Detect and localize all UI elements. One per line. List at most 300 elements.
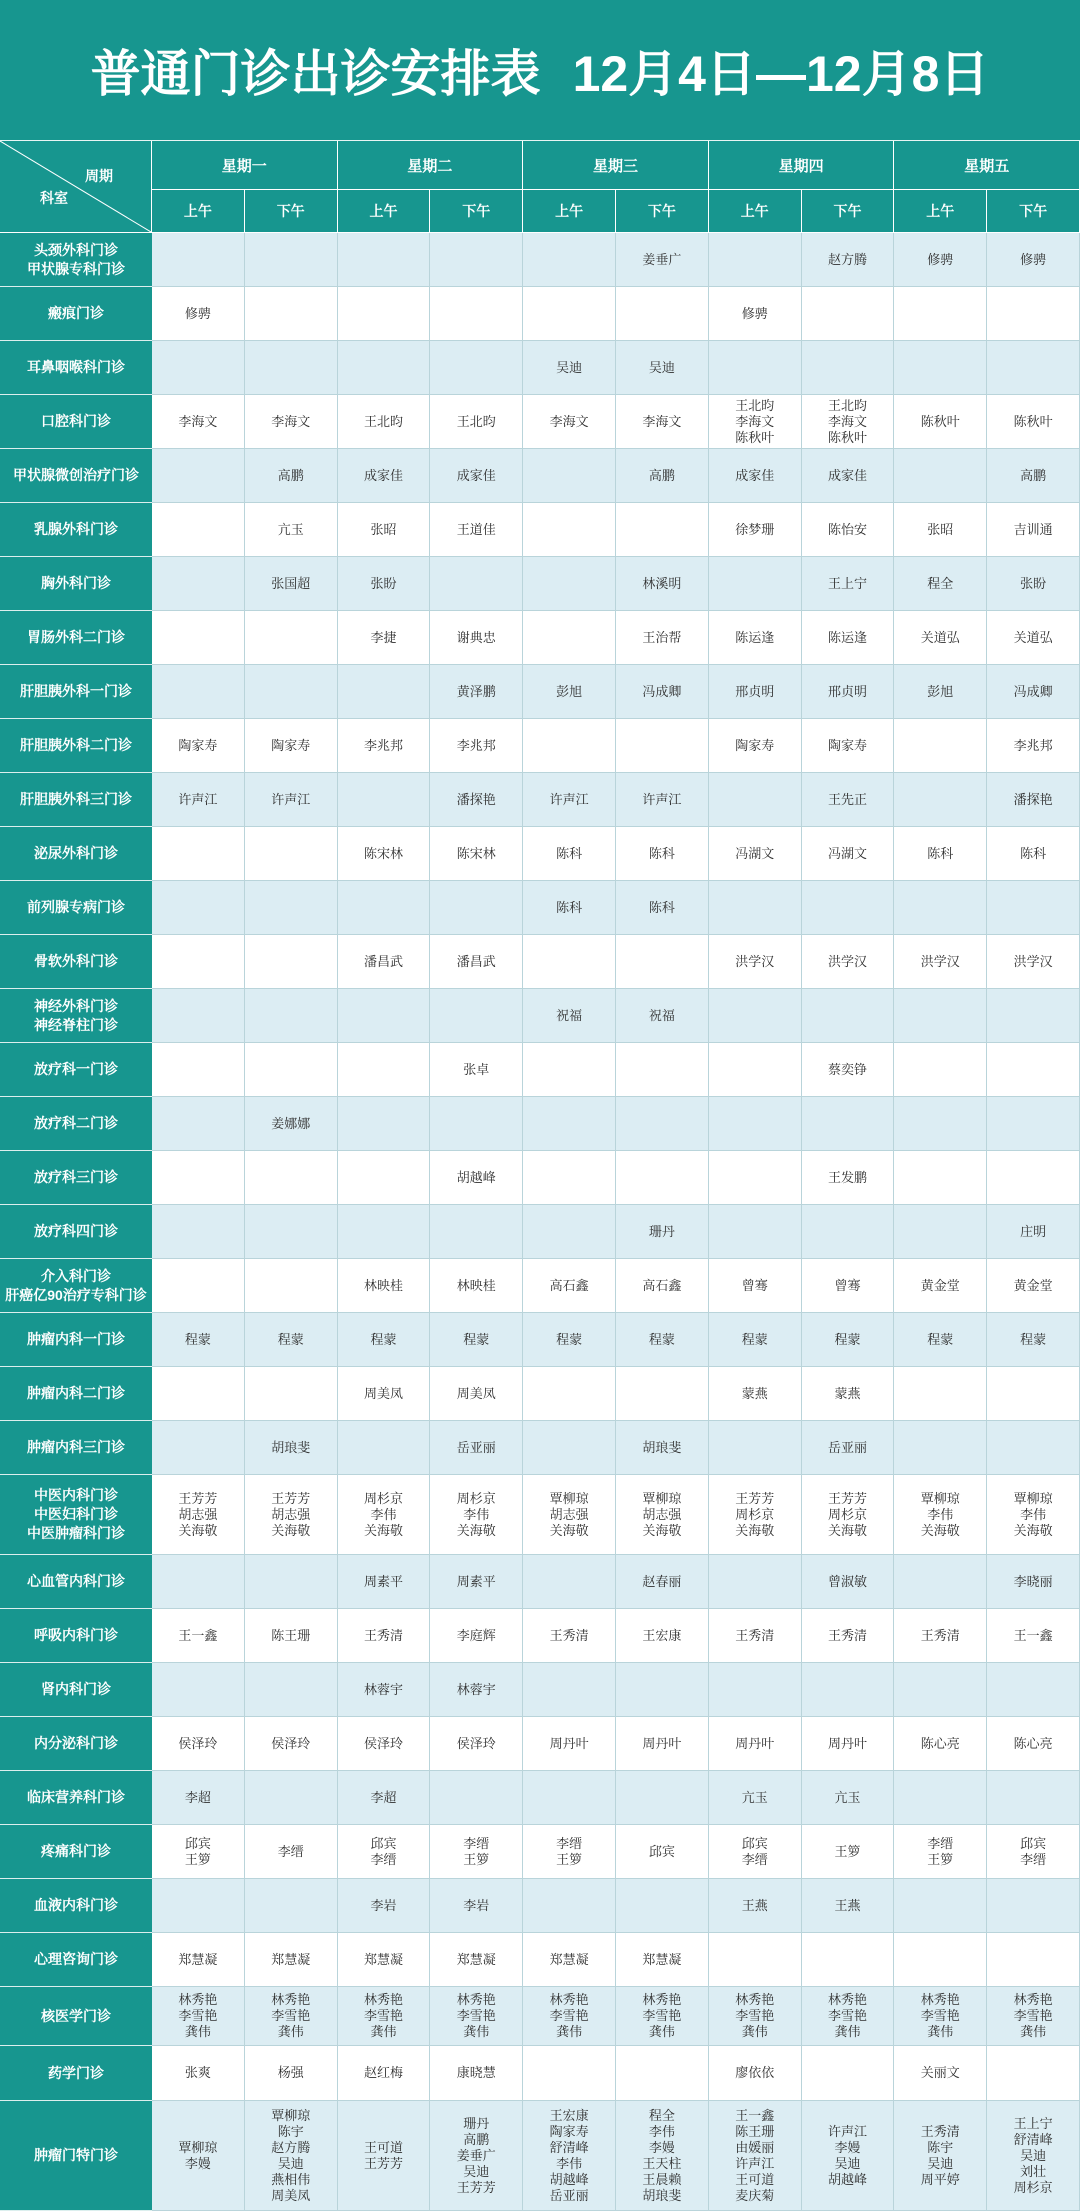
doctor-name: 李兆邦 [1013, 737, 1053, 753]
doctor-name: 王宏康 [549, 2107, 589, 2123]
schedule-cell-mon-am [152, 503, 245, 557]
doctor-name: 郑慧凝 [549, 1951, 589, 1967]
doctor-name: 覃柳琼 [1013, 1490, 1053, 1506]
doctor-name: 李海文 [178, 413, 218, 429]
schedule-cell-thu-pm [802, 1205, 895, 1259]
schedule-cell-tue-pm [430, 557, 523, 611]
schedule-cell-thu-pm [802, 827, 895, 881]
department-label [0, 827, 152, 881]
period-header-fri-am: 上午 [894, 190, 987, 233]
doctor-name: 李嫚 [184, 2155, 211, 2171]
department-name: 肿瘤门特门诊 [34, 2147, 118, 2163]
table-row [0, 395, 1080, 449]
doctor-name: 李超 [184, 1789, 211, 1805]
doctor-name: 李兆邦 [363, 737, 403, 753]
department-name: 骨软外科门诊 [34, 953, 118, 969]
doctor-name: 陈宋林 [363, 845, 403, 861]
doctor-name: 周素平 [363, 1573, 403, 1589]
schedule-cell-mon-am [152, 2046, 245, 2101]
schedule-cell-mon-am [152, 1879, 245, 1933]
schedule-cell-mon-am [152, 1313, 245, 1367]
schedule-cell-mon-am [152, 2101, 245, 2211]
doctor-name: 舒清峰 [1013, 2131, 1053, 2147]
schedule-cell-thu-am [709, 287, 802, 341]
table-row [0, 1933, 1080, 1987]
schedule-cell-thu-am [709, 395, 802, 449]
schedule-cell-fri-am [894, 449, 987, 503]
schedule-cell-thu-am [709, 989, 802, 1043]
department-name: 肝胆胰外科三门诊 [20, 791, 132, 807]
doctor-name: 王秀清 [735, 1627, 775, 1643]
doctor-name: 李缙 [741, 1851, 768, 1867]
doctor-name: 高鹏 [1020, 467, 1047, 483]
schedule-cell-tue-pm [430, 287, 523, 341]
doctor-name: 周丹叶 [642, 1735, 682, 1751]
schedule-cell-mon-am [152, 773, 245, 827]
doctor-name: 冯湖文 [827, 845, 867, 861]
department-name: 中医内科门诊 [34, 1487, 118, 1503]
doctor-name: 邢贞明 [735, 683, 775, 699]
doctor-name: 洪学汉 [735, 953, 775, 969]
schedule-cell-tue-am [338, 1717, 431, 1771]
doctor-name: 陈运逢 [735, 629, 775, 645]
doctor-name: 关道弘 [1013, 629, 1053, 645]
doctor-name: 陈怡安 [827, 521, 867, 537]
table-row [0, 341, 1080, 395]
schedule-cell-tue-pm [430, 1717, 523, 1771]
doctor-name: 亢玉 [741, 1789, 768, 1805]
schedule-cell-wed-pm [616, 1097, 709, 1151]
schedule-cell-fri-pm [987, 1609, 1080, 1663]
department-name: 头颈外科门诊 [34, 241, 118, 258]
schedule-cell-mon-pm [245, 1609, 338, 1663]
department-name: 放疗科二门诊 [34, 1115, 118, 1131]
doctor-name: 周美凤 [363, 1385, 403, 1401]
schedule-cell-wed-pm [616, 395, 709, 449]
department-label [0, 503, 152, 557]
doctor-name: 廖依依 [735, 2065, 775, 2080]
doctor-name: 赵方腾 [271, 2139, 311, 2155]
department-name: 瘢痕门诊 [48, 305, 104, 321]
table-row [0, 1987, 1080, 2046]
doctor-name: 覃柳琼 [920, 1490, 960, 1506]
doctor-name: 陈科 [556, 899, 583, 915]
doctor-name: 陶家寿 [827, 737, 867, 753]
header-corner [0, 141, 152, 233]
schedule-cell-wed-am [523, 773, 616, 827]
schedule-cell-tue-pm [430, 1825, 523, 1879]
schedule-cell-thu-pm [802, 1717, 895, 1771]
period-header-mon-am: 上午 [152, 190, 245, 233]
doctor-name: 关海敬 [178, 1522, 218, 1538]
department-name: 神经外科门诊 [34, 997, 118, 1014]
schedule-cell-mon-am [152, 1259, 245, 1313]
schedule-cell-mon-am [152, 1421, 245, 1475]
doctor-name: 关海敬 [735, 1522, 775, 1538]
department-label [0, 1259, 152, 1313]
doctor-name: 覃柳琼 [642, 1490, 682, 1506]
schedule-cell-tue-am [338, 341, 431, 395]
table-row [0, 1205, 1080, 1259]
doctor-name: 陈宋林 [456, 845, 496, 861]
schedule-cell-fri-am [894, 881, 987, 935]
schedule-cell-wed-am [523, 449, 616, 503]
schedule-cell-mon-am [152, 1367, 245, 1421]
schedule-cell-mon-am [152, 1663, 245, 1717]
schedule-cell-wed-pm [616, 827, 709, 881]
schedule-cell-wed-pm [616, 449, 709, 503]
schedule-cell-thu-pm [802, 1097, 895, 1151]
doctor-name: 吉训通 [1013, 521, 1053, 537]
schedule-cell-tue-am [338, 719, 431, 773]
doctor-name: 王天柱 [642, 2155, 682, 2171]
doctor-name: 王箩 [834, 1843, 861, 1859]
schedule-cell-thu-pm [802, 503, 895, 557]
schedule-cell-mon-am [152, 557, 245, 611]
department-name: 肝胆胰外科二门诊 [20, 737, 132, 753]
doctor-name: 蔡奕铮 [827, 1061, 867, 1077]
doctor-name: 王可道 [363, 2139, 403, 2155]
schedule-cell-tue-am [338, 1259, 431, 1313]
schedule-cell-mon-pm [245, 2101, 338, 2211]
schedule-cell-tue-pm [430, 503, 523, 557]
doctor-name: 许声江 [642, 791, 682, 807]
doctor-name: 邱宾 [370, 1835, 397, 1851]
schedule-cell-mon-am [152, 611, 245, 665]
schedule-cell-fri-pm [987, 1043, 1080, 1097]
schedule-cell-wed-am [523, 1663, 616, 1717]
schedule-cell-mon-pm [245, 1313, 338, 1367]
doctor-name: 邱宾 [1020, 1835, 1047, 1851]
schedule-cell-mon-pm [245, 1097, 338, 1151]
doctor-name: 庄明 [1020, 1223, 1047, 1239]
schedule-cell-wed-pm [616, 1825, 709, 1879]
schedule-cell-wed-pm [616, 1421, 709, 1475]
schedule-cell-thu-pm [802, 1043, 895, 1097]
doctor-name: 杨强 [277, 2065, 304, 2080]
table-row [0, 287, 1080, 341]
department-label [0, 395, 152, 449]
period-header-wed-pm: 下午 [616, 190, 709, 233]
doctor-name: 李缙 [277, 1843, 304, 1859]
doctor-name: 侯泽玲 [363, 1735, 403, 1751]
department-label [0, 611, 152, 665]
schedule-cell-tue-am [338, 773, 431, 827]
period-header-wed-am: 上午 [523, 190, 616, 233]
doctor-name: 林秀艳 [827, 1992, 867, 2007]
schedule-cell-fri-am [894, 1097, 987, 1151]
doctor-name: 陈科 [648, 899, 675, 915]
schedule-cell-thu-pm [802, 1879, 895, 1933]
doctor-name: 王一鑫 [735, 2107, 775, 2123]
schedule-cell-thu-pm [802, 2101, 895, 2211]
day-header-wed: 星期三 [523, 141, 709, 190]
doctor-name: 胡琅斐 [642, 2187, 682, 2203]
schedule-cell-mon-am [152, 827, 245, 881]
schedule-cell-mon-am [152, 233, 245, 287]
department-name: 肿瘤内科二门诊 [27, 1385, 125, 1401]
doctor-name: 修骋 [1020, 251, 1047, 267]
doctor-name: 胡琅斐 [271, 1439, 311, 1455]
doctor-name: 高石鑫 [642, 1277, 682, 1293]
doctor-name: 郑慧凝 [642, 1951, 682, 1967]
schedule-cell-mon-pm [245, 719, 338, 773]
schedule-cell-mon-pm [245, 1475, 338, 1555]
schedule-cell-tue-am [338, 935, 431, 989]
schedule-cell-wed-pm [616, 1987, 709, 2046]
doctor-name: 郑慧凝 [178, 1951, 218, 1967]
doctor-name: 李雪艳 [735, 2008, 775, 2023]
doctor-name: 成家佳 [456, 467, 496, 483]
doctor-name: 李伟 [556, 2155, 583, 2171]
doctor-name: 李伟 [648, 2123, 675, 2139]
doctor-name: 覃柳琼 [178, 2139, 218, 2155]
schedule-cell-wed-pm [616, 1259, 709, 1313]
doctor-name: 李雪艳 [363, 2008, 403, 2023]
schedule-cell-wed-pm [616, 935, 709, 989]
department-label [0, 773, 152, 827]
doctor-name: 李海文 [827, 413, 867, 429]
doctor-name: 林蓉宇 [363, 1681, 403, 1697]
schedule-cell-mon-am [152, 1151, 245, 1205]
doctor-name: 陈秋叶 [735, 429, 775, 445]
doctor-name: 林秀艳 [178, 1992, 218, 2007]
schedule-cell-mon-am [152, 881, 245, 935]
doctor-name: 关道弘 [920, 629, 960, 645]
schedule-cell-wed-am [523, 1205, 616, 1259]
schedule-cell-tue-am [338, 1879, 431, 1933]
doctor-name: 修骋 [184, 305, 211, 321]
doctor-name: 吴迪 [834, 2155, 861, 2171]
department-name: 肾内科门诊 [41, 1681, 111, 1697]
schedule-cell-tue-am [338, 611, 431, 665]
department-name: 心血管内科门诊 [27, 1573, 125, 1589]
doctor-name: 岳亚丽 [827, 1439, 867, 1455]
schedule-cell-tue-pm [430, 1151, 523, 1205]
doctor-name: 侯泽玲 [271, 1735, 311, 1751]
doctor-name: 王秀清 [827, 1627, 867, 1643]
doctor-name: 祝福 [648, 1007, 675, 1023]
schedule-cell-thu-am [709, 1421, 802, 1475]
schedule-cell-fri-pm [987, 1825, 1080, 1879]
department-name: 临床营养科门诊 [27, 1789, 125, 1805]
schedule-cell-fri-pm [987, 1933, 1080, 1987]
schedule-cell-mon-pm [245, 989, 338, 1043]
schedule-cell-wed-pm [616, 1043, 709, 1097]
schedule-cell-mon-pm [245, 665, 338, 719]
title-banner [0, 0, 1080, 141]
schedule-cell-fri-am [894, 1933, 987, 1987]
doctor-name: 陶家寿 [178, 737, 218, 753]
doctor-name: 邢贞明 [827, 683, 867, 699]
doctor-name: 张昭 [927, 521, 954, 537]
doctor-name: 张国超 [271, 575, 311, 591]
schedule-cell-fri-am [894, 1313, 987, 1367]
schedule-cell-wed-am [523, 719, 616, 773]
doctor-name: 李伟 [927, 1506, 954, 1522]
schedule-cell-tue-pm [430, 1205, 523, 1259]
schedule-cell-wed-pm [616, 1717, 709, 1771]
schedule-cell-thu-am [709, 1933, 802, 1987]
schedule-cell-mon-pm [245, 1555, 338, 1609]
doctor-name: 龚伟 [184, 2024, 211, 2039]
schedule-cell-wed-pm [616, 287, 709, 341]
doctor-name: 王上宁 [1013, 2115, 1053, 2131]
table-row [0, 773, 1080, 827]
schedule-cell-tue-pm [430, 395, 523, 449]
doctor-name: 李雪艳 [271, 2008, 311, 2023]
schedule-cell-tue-pm [430, 1663, 523, 1717]
schedule-cell-thu-am [709, 1987, 802, 2046]
schedule-cell-tue-am [338, 881, 431, 935]
schedule-cell-thu-pm [802, 341, 895, 395]
schedule-cell-mon-pm [245, 827, 338, 881]
schedule-cell-fri-am [894, 503, 987, 557]
doctor-name: 陈科 [1020, 845, 1047, 861]
doctor-name: 周杉京 [827, 1506, 867, 1522]
diagonal-divider [0, 141, 151, 232]
doctor-name: 成家佳 [363, 467, 403, 483]
schedule-cell-thu-am [709, 503, 802, 557]
doctor-name: 周丹叶 [549, 1735, 589, 1751]
doctor-name: 覃柳琼 [549, 1490, 589, 1506]
doctor-name: 龚伟 [834, 2024, 861, 2039]
doctor-name: 陈秋叶 [1013, 413, 1053, 429]
doctor-name: 程蒙 [184, 1331, 211, 1347]
schedule-cell-wed-am [523, 557, 616, 611]
doctor-name: 关海敬 [920, 1522, 960, 1538]
schedule-cell-thu-am [709, 557, 802, 611]
schedule-cell-wed-am [523, 1043, 616, 1097]
schedule-cell-wed-am [523, 2101, 616, 2211]
schedule-cell-thu-am [709, 1313, 802, 1367]
table-row [0, 1879, 1080, 1933]
doctor-name: 洪学汉 [827, 953, 867, 969]
schedule-cell-wed-am [523, 1475, 616, 1555]
doctor-name: 吴迪 [463, 2163, 490, 2179]
table-row [0, 1717, 1080, 1771]
doctor-name: 蒙燕 [741, 1385, 768, 1401]
doctor-name: 李兆邦 [456, 737, 496, 753]
schedule-cell-tue-am [338, 233, 431, 287]
doctor-name: 胡琅斐 [642, 1439, 682, 1455]
doctor-name: 陈心亮 [920, 1735, 960, 1751]
schedule-cell-thu-pm [802, 881, 895, 935]
department-name: 神经脊柱门诊 [34, 1016, 118, 1033]
schedule-cell-tue-pm [430, 989, 523, 1043]
doctor-name: 王秀清 [920, 1627, 960, 1643]
department-label [0, 1663, 152, 1717]
department-label [0, 881, 152, 935]
doctor-name: 王芳芳 [735, 1490, 775, 1506]
schedule-cell-thu-am [709, 449, 802, 503]
schedule-cell-fri-pm [987, 665, 1080, 719]
department-name: 肿瘤内科一门诊 [27, 1331, 125, 1347]
date-range: 12月4日—12月8日 [572, 46, 990, 102]
schedule-cell-tue-am [338, 1367, 431, 1421]
schedule-cell-wed-am [523, 1259, 616, 1313]
schedule-cell-thu-pm [802, 1933, 895, 1987]
schedule-cell-wed-am [523, 2046, 616, 2101]
table-row [0, 1043, 1080, 1097]
schedule-cell-thu-pm [802, 2046, 895, 2101]
department-label [0, 1987, 152, 2046]
schedule-cell-mon-pm [245, 935, 338, 989]
schedule-cell-fri-pm [987, 1259, 1080, 1313]
doctor-name: 陈科 [927, 845, 954, 861]
schedule-cell-thu-pm [802, 1421, 895, 1475]
doctor-name: 龚伟 [1020, 2024, 1047, 2039]
schedule-cell-fri-am [894, 2101, 987, 2211]
schedule-cell-thu-pm [802, 557, 895, 611]
doctor-name: 林秀艳 [456, 1992, 496, 2007]
schedule-cell-fri-pm [987, 1475, 1080, 1555]
schedule-cell-wed-am [523, 1987, 616, 2046]
department-name: 肝癌亿90治疗专科门诊 [5, 1286, 147, 1303]
schedule-cell-wed-pm [616, 2101, 709, 2211]
schedule-cell-thu-pm [802, 449, 895, 503]
doctor-name: 燕相伟 [271, 2171, 311, 2187]
doctor-name: 高石鑫 [549, 1277, 589, 1293]
doctor-name: 李雪艳 [827, 2008, 867, 2023]
doctor-name: 刘壮 [1020, 2163, 1047, 2179]
doctor-name: 陈宇 [277, 2123, 304, 2139]
schedule-cell-thu-am [709, 935, 802, 989]
doctor-name: 张盼 [370, 575, 397, 591]
schedule-cell-thu-am [709, 233, 802, 287]
table-row [0, 557, 1080, 611]
department-name: 放疗科三门诊 [34, 1169, 118, 1185]
doctor-name: 李缙 [927, 1835, 954, 1851]
schedule-cell-mon-am [152, 989, 245, 1043]
department-name: 泌尿外科门诊 [34, 845, 118, 861]
doctor-name: 黄金堂 [920, 1277, 960, 1293]
department-name: 放疗科一门诊 [34, 1061, 118, 1077]
schedule-cell-fri-am [894, 1151, 987, 1205]
department-name: 药学门诊 [48, 2064, 104, 2081]
schedule-cell-tue-pm [430, 827, 523, 881]
doctor-name: 李庭辉 [456, 1627, 496, 1643]
schedule-cell-fri-pm [987, 1421, 1080, 1475]
table-row [0, 719, 1080, 773]
schedule-cell-thu-pm [802, 1609, 895, 1663]
doctor-name: 王芳芳 [363, 2155, 403, 2171]
doctor-name: 郑慧凝 [363, 1951, 403, 1967]
schedule-cell-tue-am [338, 665, 431, 719]
schedule-cell-tue-am [338, 557, 431, 611]
schedule-cell-mon-am [152, 1205, 245, 1259]
doctor-name: 龚伟 [463, 2024, 490, 2039]
doctor-name: 周美凤 [456, 1385, 496, 1401]
schedule-cell-thu-am [709, 1555, 802, 1609]
doctor-name: 张爽 [184, 2065, 211, 2080]
doctor-name: 胡志强 [642, 1506, 682, 1522]
schedule-cell-mon-pm [245, 1771, 338, 1825]
schedule-cell-tue-am [338, 989, 431, 1043]
doctor-name: 谢典忠 [456, 629, 496, 645]
table-row [0, 1663, 1080, 1717]
department-label [0, 1717, 152, 1771]
doctor-name: 珊丹 [463, 2115, 490, 2131]
doctor-name: 王一鑫 [1013, 1627, 1053, 1643]
schedule-cell-fri-pm [987, 1879, 1080, 1933]
doctor-name: 程蒙 [927, 1331, 954, 1347]
department-label [0, 341, 152, 395]
doctor-name: 李海文 [549, 413, 589, 429]
schedule-cell-mon-pm [245, 557, 338, 611]
doctor-name: 侯泽玲 [456, 1735, 496, 1751]
doctor-name: 陈心亮 [1013, 1735, 1053, 1751]
